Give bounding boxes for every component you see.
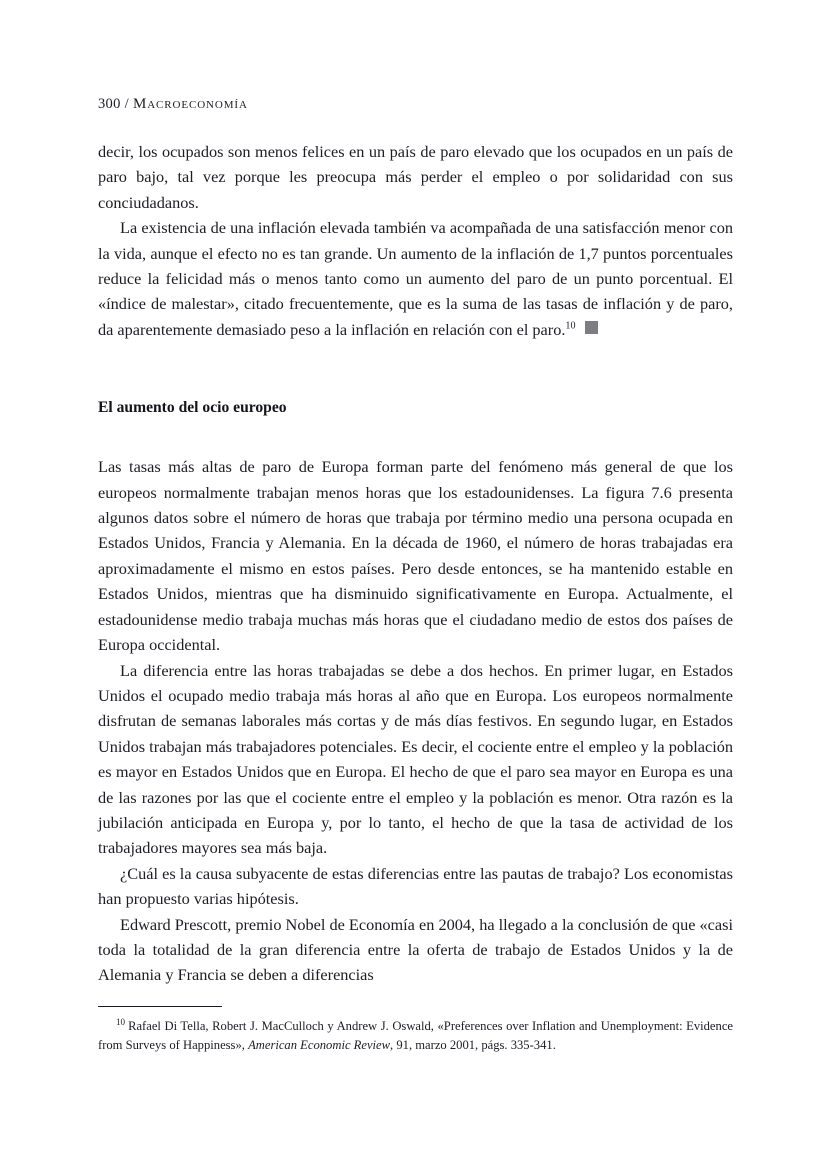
page-folio-number: 300 xyxy=(98,96,121,112)
paragraph-2-text: La existencia de una inflación elevada también va acompañada de una satisfacción menor con la vida, aunque el efecto no es tan grande. Un aumento de la inflación de 1,7 puntos porcentuales reduce la felicidad más o menos tanto como un aumento del paro de un punto porcentual. El «índice de malestar», citado frecuentemente, que es la suma de las tasas de inflación y de paro, da aparentemente demasiado peso a la inflación en relación con el paro. xyxy=(98,218,733,339)
running-head xyxy=(98,96,248,113)
section-paragraph-4: Edward Prescott, premio Nobel de Economía en 2004, ha llegado a la conclusión de que «casi toda la totalidad de la gran diferencia entre la oferta de trabajo de Estados Unidos y la de Alemania y Francia se deben a diferencias xyxy=(98,914,733,985)
section-heading: El aumento del ocio europeo xyxy=(98,399,287,417)
spacer-after-heading xyxy=(98,419,733,454)
footnote-number: 10 xyxy=(116,1016,126,1027)
book-title: Macroeconomía xyxy=(132,96,248,112)
section-paragraph-1: Las tasas más altas de paro de Europa forman parte del fenómeno más general de que los europeos normalmente trabajan menos horas que los estadounidenses. La figura 7.6 presenta algunos datos sobre el número de horas que trabaja por término medio una persona ocupada en Estados Unidos, Francia y Alemania. En la década de 1960, el número de horas trabajadas era aproximadamente el mismo en estos países. Pero desde entonces, se ha mantenido estable en Estados Unidos, mientras que ha disminuido significativamente en Europa. Actualmente, el estadounidense medio trabaja muchas más horas que el ciudadano medio de estos dos países de Europa occidental. xyxy=(98,457,733,655)
paragraph-2 xyxy=(98,215,733,342)
footnote-text-before-journal: Rafael Di Tella, Robert J. MacCulloch y Andrew J. Oswald, «Preferences over Inflation and Unemployment: Evidence from Surveys of Happiness», xyxy=(98,1019,733,1052)
paragraph-1-text: decir, los ocupados son menos felices en un país de paro elevado que los ocupados en un país de paro bajo, tal vez porque les preocupa más perder el empleo o por solidaridad con sus conciudadanos. xyxy=(98,142,733,212)
footnote-entry xyxy=(98,1017,733,1054)
body-text-block xyxy=(98,139,733,988)
footnote-reference-10[interactable]: 10 xyxy=(565,320,576,332)
section-paragraph-2: La diferencia entre las horas trabajadas se debe a dos hechos. En primer lugar, en Estados Unidos el ocupado medio trabaja más horas al año que en Europa. Los europeos normalmente disfrutan de semanas laborales más cortas y de más días festivos. En segundo lugar, en Estados Unidos trabajan más trabajadores potenciales. Es decir, el cociente entre el empleo y la población es mayor en Estados Unidos que en Europa. El hecho de que el paro sea mayor en Europa es una de las razones por las que el cociente entre el empleo y la población es menor. Otra razón es la jubilación anticipada en Europa y, por lo tanto, el hecho de que la tasa de actividad de los trabajadores mayores sea más baja. xyxy=(98,660,733,858)
footnote-journal-title: American Economic Review xyxy=(248,1037,391,1052)
footnote-text-after-journal: , 91, marzo 2001, págs. 335-341. xyxy=(390,1037,556,1052)
spacer-before-heading xyxy=(98,342,733,397)
section-paragraph-3: ¿Cuál es la causa subyacente de estas diferencias entre las pautas de trabajo? Los economistas han propuesto varias hipótesis. xyxy=(98,863,733,909)
paragraph-1 xyxy=(98,139,733,215)
footnote-separator-rule xyxy=(98,1006,222,1007)
running-head-separator: / xyxy=(124,96,129,112)
footnote-zone xyxy=(98,1006,733,1054)
end-of-box-square-icon xyxy=(585,321,598,334)
